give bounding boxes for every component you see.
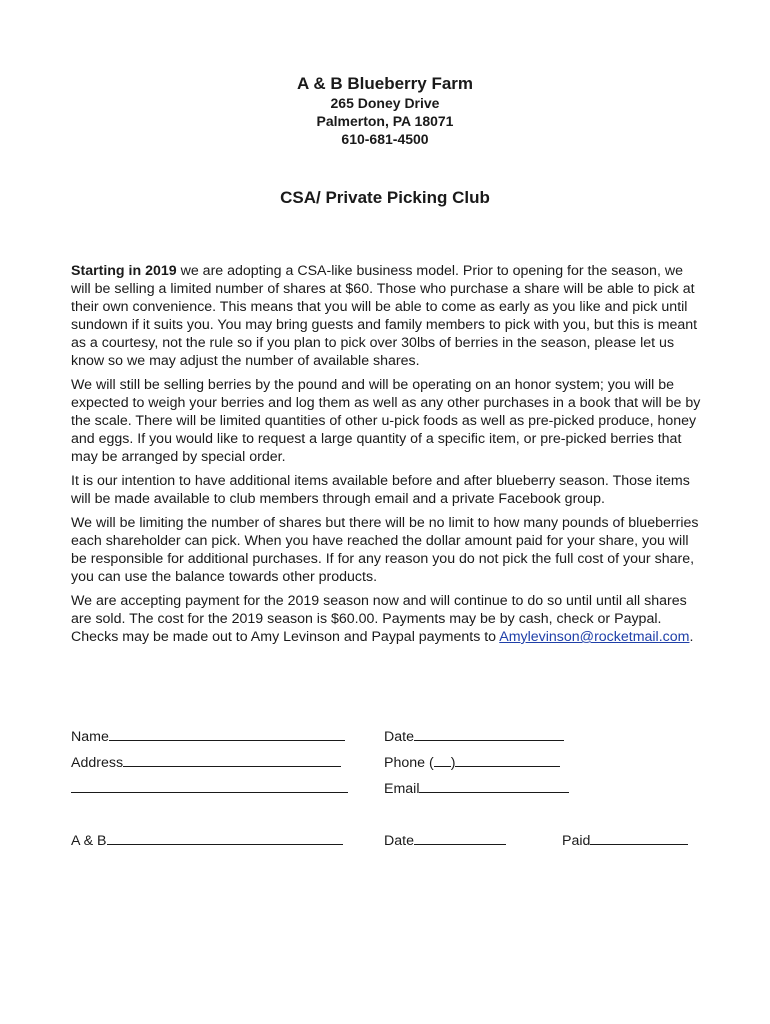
address-line-2: Palmerton, PA 18071	[316, 113, 454, 129]
phone-number: 610-681-4500	[341, 131, 429, 147]
ab-label: A & B	[71, 833, 107, 849]
intro-lead: Starting in 2019	[71, 263, 177, 279]
paragraph-honor-system: We will still be selling berries by the pound and will be operating on an honor system; you will be expected to weigh your berries and log them as well as any other purchases in a book that will be by the scale. There will be limited quantities of other u-pick foods as well as pre-picked produce, honey and eggs. If you would like to request a large quantity of a specific item, or pre-picked berries that may be arranged by special order.	[71, 377, 701, 465]
date2-label: Date	[384, 833, 414, 849]
paragraph-payment	[71, 592, 701, 646]
address-field[interactable]	[71, 752, 341, 771]
intro-text: we are adopting a CSA-like business model. Prior to opening for the season, we will be selling a limited number of shares at $60. Those who purchase a share will be able to pick at their own convenience. This means that you will be able to come as early as you like and pick until sundown if it suits you. You may bring guests and family members to pick with you, but this is meant as a courtesy, not the rule so if you plan to pick over 30lbs of berries in the season, please let us know so we may adjust the number of available shares.	[71, 263, 698, 369]
paragraph-additional-items: It is our intention to have additional items available before and after blueberry season. Those items will be made available to club members through email and a private Facebook group.	[71, 473, 690, 507]
email-line[interactable]	[419, 778, 569, 793]
phone-label: Phone (	[384, 755, 434, 771]
date-line[interactable]	[414, 726, 564, 741]
name-label: Name	[71, 729, 109, 745]
paid-field[interactable]	[562, 830, 688, 849]
form-row-name	[71, 726, 711, 746]
paid-label: Paid	[562, 833, 591, 849]
payment-end: .	[689, 629, 694, 645]
date-label: Date	[384, 729, 414, 745]
address-label: Address	[71, 755, 124, 771]
form-row-address	[71, 752, 711, 772]
form-row-email	[71, 778, 711, 798]
phone-field[interactable]	[384, 752, 560, 771]
document-title: CSA/ Private Picking Club	[280, 188, 490, 207]
date2-line[interactable]	[414, 830, 506, 845]
paragraph-share-limits: We will be limiting the number of shares but there will be no limit to how many pounds of blueberries each shareholder can pick. When you have reached the dollar amount paid for your share, you will be responsible for additional purchases. If for any reason you do not pick the full cost of your share, you can use the balance towards other products.	[71, 515, 699, 585]
body-text	[71, 262, 701, 652]
form-row-office	[71, 830, 711, 850]
paragraph-intro	[71, 262, 701, 370]
address-continued-line[interactable]	[71, 778, 348, 793]
email-link[interactable]: Amylevinson@rocketmail.com	[499, 629, 690, 645]
date2-field[interactable]	[384, 830, 506, 849]
date-field[interactable]	[384, 726, 564, 745]
ab-line[interactable]	[107, 830, 343, 845]
address-line-1: 265 Doney Drive	[330, 95, 440, 111]
paid-line[interactable]	[590, 830, 688, 845]
name-line[interactable]	[109, 726, 345, 741]
name-field[interactable]	[71, 726, 345, 745]
email-field[interactable]	[384, 778, 569, 797]
phone-line[interactable]	[455, 752, 560, 767]
farm-name: A & B Blueberry Farm	[296, 74, 474, 93]
address-continued-field[interactable]	[71, 778, 348, 797]
letterhead	[0, 74, 770, 148]
email-label: Email	[384, 781, 420, 797]
phone-paren: )	[450, 755, 456, 771]
phone-area-line[interactable]	[434, 752, 451, 767]
ab-field[interactable]	[71, 830, 343, 849]
address-line[interactable]	[123, 752, 341, 767]
payment-text: We are accepting payment for the 2019 season now and will continue to do so until until all shares are sold. The cost for the 2019 season is $60.00. Payments may be by cash, check or Paypal. Checks may be made out to Amy Levinson and Paypal payments to	[71, 593, 687, 645]
